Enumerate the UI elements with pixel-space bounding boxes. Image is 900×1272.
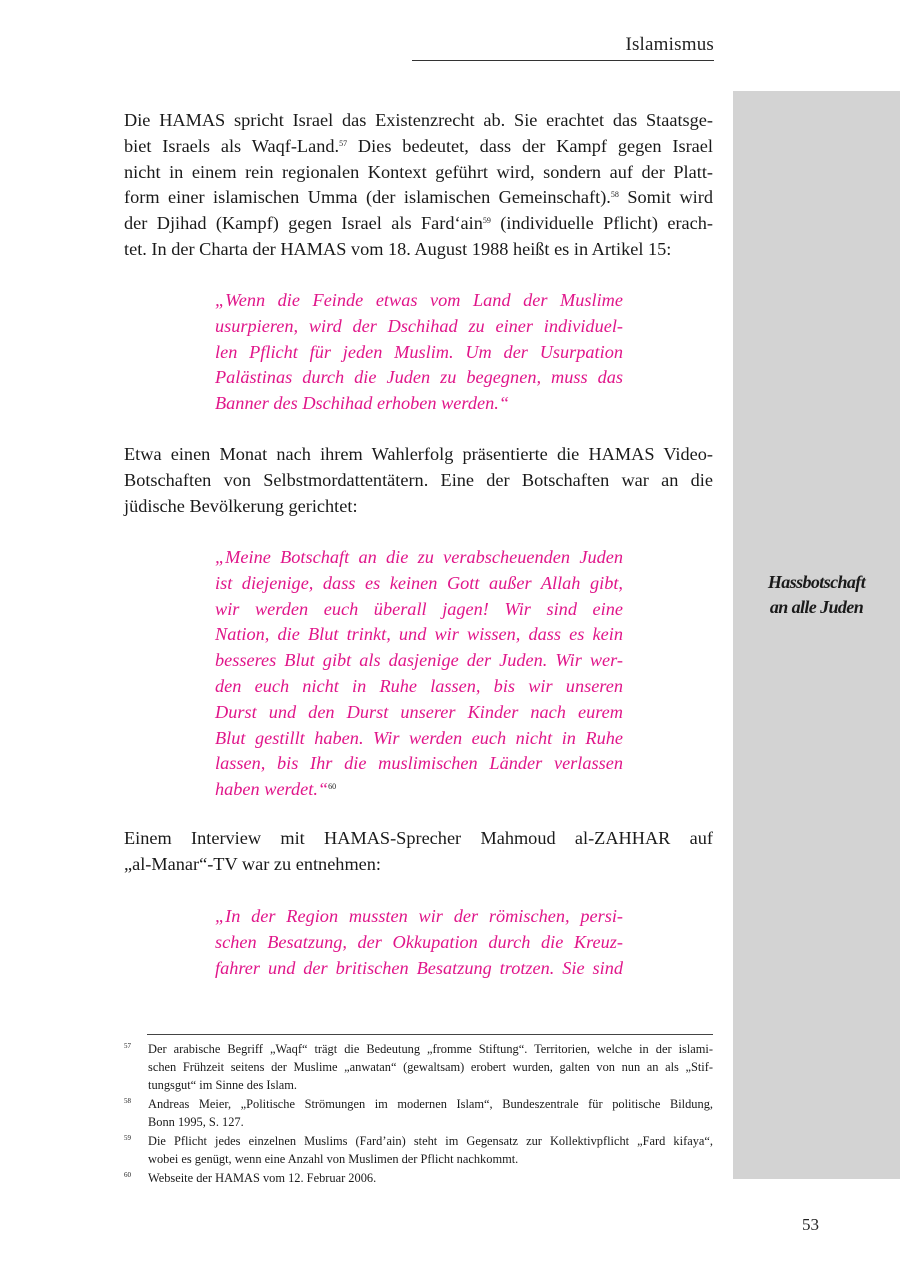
footnotes: [124, 1040, 713, 1188]
paragraph-1-line: Die HAMAS spricht Israel das Existenzrecht ab. Sie erachtet das Staatsge-: [124, 110, 713, 130]
margin-note-line-2: an alle Juden: [769, 597, 864, 617]
footnote-60: [124, 1169, 713, 1187]
paragraph-2: [124, 442, 713, 519]
paragraph-3: [124, 826, 713, 878]
paragraph-2-line: Etwa einen Monat nach ihrem Wahlerfolg präsentierte die HAMAS Video-: [124, 444, 713, 464]
quote-2: [215, 545, 623, 803]
paragraph-1-line: tet. In der Charta der HAMAS vom 18. August 1988 heißt es in Artikel 15:: [124, 238, 672, 259]
quote-3-line: „In der Region mussten wir der römischen, persi-: [215, 906, 623, 926]
quote-2-line: wir werden euch überall jagen! Wir sind eine: [215, 598, 623, 619]
paragraph-1-text: der Djihad (Kampf) gegen Israel als Fard‘ain: [124, 213, 483, 234]
paragraph-3-line: „al-Manar“-TV war zu entnehmen:: [124, 853, 381, 874]
paragraph-1-text: form einer islamischen Umma (der islamischen Gemeinschaft).: [124, 187, 611, 208]
footnote-number: 58: [124, 1097, 131, 1105]
margin-note-line-1: Hassbotschaft: [767, 572, 866, 592]
paragraph-2-line: jüdische Bevölkerung gerichtet:: [124, 495, 358, 516]
paragraph-1-line: [124, 134, 713, 160]
quote-1-line: Palästinas durch die Juden zu begegnen, muss das: [215, 367, 623, 388]
footnote-line: Webseite der HAMAS vom 12. Februar 2006.: [148, 1171, 377, 1185]
margin-sidebar: [733, 91, 900, 1179]
footnote-number: 60: [124, 1171, 131, 1179]
footnote-number: 59: [124, 1134, 131, 1142]
quote-1-line: len Pflicht für jeden Muslim. Um der Usurpation: [215, 341, 623, 362]
quote-2-line: „Meine Botschaft an die zu verabscheuenden Juden: [215, 547, 623, 567]
footnote-rule: [147, 1034, 713, 1035]
footnote-59: [124, 1132, 713, 1168]
footnote-ref-57[interactable]: 57: [339, 138, 348, 148]
quote-2-text: haben werdet.“: [215, 779, 329, 800]
quote-3: [215, 904, 623, 981]
paragraph-1-text: Somit wird: [618, 187, 713, 208]
quote-1: [215, 288, 623, 417]
footnote-line: schen Frühzeit seitens der Muslime „anwatan“ (gewaltsam) erobert wurden, galten von nun an als „Stif-: [148, 1060, 713, 1074]
footnote-58: [124, 1095, 713, 1131]
footnote-number: 57: [124, 1042, 131, 1050]
page-number: 53: [802, 1215, 819, 1234]
footnote-line: Bonn 1995, S. 127.: [148, 1115, 244, 1129]
footnote-line: Andreas Meier, „Politische Strömungen im modernen Islam“, Bundeszentrale für politische Bildung,: [148, 1097, 713, 1111]
footnote-line: tungsgut“ im Sinne des Islam.: [148, 1078, 298, 1092]
quote-2-line: [215, 777, 623, 803]
paragraph-1-text: Dies bedeutet, dass der Kampf gegen Israel: [347, 135, 713, 156]
quote-2-line: Blut gestillt haben. Wir werden euch nicht in Ruhe: [215, 727, 623, 748]
footnote-line: Der arabische Begriff „Waqf“ trägt die Bedeutung „fromme Stiftung“. Territorien, welche in der islami-: [148, 1042, 713, 1056]
quote-1-line: Banner des Dschihad erhoben werden.“: [215, 393, 509, 414]
paragraph-1: [124, 108, 713, 263]
quote-1-line: „Wenn die Feinde etwas vom Land der Muslime: [215, 290, 623, 310]
paragraph-2-line: Botschaften von Selbstmordattentätern. Eine der Botschaften war an die: [124, 469, 713, 490]
header-rule: [412, 60, 714, 61]
paragraph-1-line: nicht in einem rein regionalen Kontext geführt wird, sondern auf der Platt-: [124, 161, 713, 182]
quote-3-line: schen Besatzung, der Okkupation durch die Kreuz-: [215, 931, 623, 952]
paragraph-1-line: [124, 185, 713, 211]
paragraph-3-line: Einem Interview mit HAMAS-Sprecher Mahmoud al-ZAHHAR auf: [124, 828, 713, 848]
quote-2-line: den euch nicht in Ruhe lassen, bis wir unseren: [215, 675, 623, 696]
paragraph-1-line: [124, 211, 713, 237]
footnote-line: Die Pflicht jedes einzelnen Muslims (Fard’ain) steht im Gegensatz zur Kollektivpflicht „Fard kifaya“,: [148, 1134, 713, 1148]
footnote-ref-58[interactable]: 58: [610, 190, 619, 200]
footnote-line: wobei es genügt, wenn eine Anzahl von Muslimen der Pflicht nachkommt.: [148, 1152, 519, 1166]
quote-2-line: lassen, bis Ihr die muslimischen Länder verlassen: [215, 753, 623, 774]
paragraph-1-text: biet Israels als Waqf-Land.: [124, 135, 340, 156]
running-header: Islamismus: [625, 34, 714, 55]
margin-note: [733, 570, 900, 620]
quote-2-line: Nation, die Blut trinkt, und wir wissen, dass es kein: [215, 624, 623, 645]
footnote-57: [124, 1040, 713, 1094]
quote-3-line: fahrer und der britischen Besatzung trotzen. Sie sind: [215, 957, 623, 978]
footnote-ref-59[interactable]: 59: [482, 216, 491, 226]
quote-2-line: besseres Blut gibt als dasjenige der Juden. Wir wer-: [215, 650, 623, 671]
paragraph-1-text: (individuelle Pflicht) erach-: [490, 213, 713, 234]
quote-2-line: Durst und den Durst unserer Kinder nach eurem: [215, 701, 623, 722]
quote-2-line: ist diejenige, dass es keinen Gott außer Allah gibt,: [215, 572, 623, 593]
footnote-ref-60[interactable]: 60: [328, 782, 337, 792]
quote-1-line: usurpieren, wird der Dschihad zu einer individuel-: [215, 315, 623, 336]
